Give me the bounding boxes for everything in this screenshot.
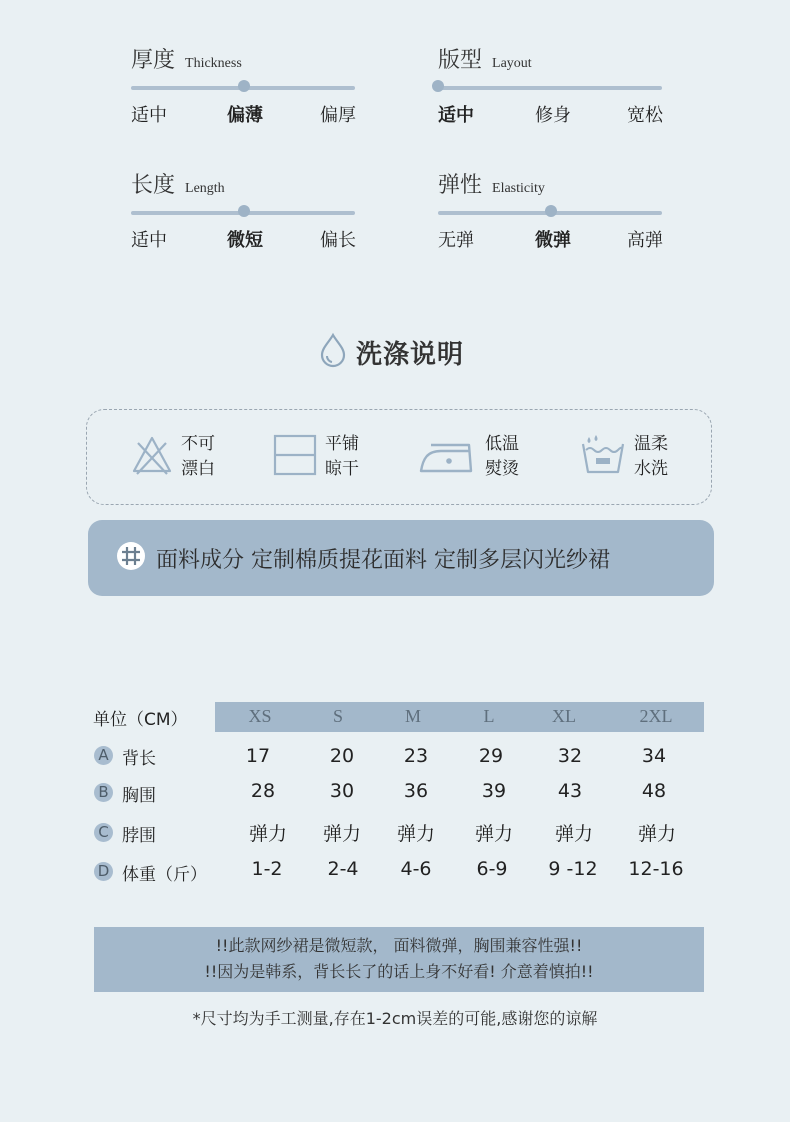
table-cell: 6-9	[476, 858, 508, 880]
table-cell: 2-4	[327, 858, 359, 880]
size-header-cell: S	[332, 706, 344, 726]
care-item-warm-wash	[580, 432, 668, 482]
attribute-option-1: 微短	[227, 230, 263, 251]
grid-icon	[116, 541, 146, 575]
care-instructions-box	[86, 409, 712, 505]
attribute-option-1: 微弹	[535, 230, 571, 251]
attribute-title-cn: 厚度	[131, 48, 176, 73]
table-cell: 弹力	[637, 823, 677, 845]
care-label	[325, 432, 359, 482]
row-label: 背长	[122, 749, 156, 769]
attribute-knob	[238, 205, 250, 217]
table-cell: 32	[557, 745, 583, 767]
size-header-cell: M	[404, 706, 422, 726]
table-cell: 30	[329, 780, 355, 802]
table-cell: 43	[557, 780, 583, 802]
attribute-title-cn: 长度	[131, 173, 176, 198]
low-iron-icon	[419, 435, 477, 479]
size-header-cell: L	[483, 706, 495, 726]
attribute-knob	[432, 80, 444, 92]
attribute-option-2: 宽松	[627, 105, 663, 126]
size-unit-label: 单位（CM）	[93, 710, 188, 730]
care-item-dry-flat	[273, 432, 359, 482]
attribute-option-0: 无弹	[438, 230, 474, 251]
table-cell: 弹力	[248, 823, 288, 845]
warm-wash-icon	[580, 434, 626, 480]
row-label: 体重（斤）	[122, 865, 207, 885]
attribute-track	[438, 86, 662, 90]
care-label-line1: 温柔	[634, 434, 668, 454]
attribute-title-en: Layout	[492, 56, 532, 71]
note-line-1: !!此款网纱裙是微短款， 面料微弹，胸围兼容性强!!	[215, 936, 583, 955]
attribute-title	[438, 168, 545, 199]
care-label-line2: 水洗	[634, 459, 668, 479]
attribute-title	[438, 43, 532, 74]
care-label	[181, 432, 215, 482]
table-cell: 弹力	[554, 823, 594, 845]
size-header-cell: 2XL	[639, 706, 673, 726]
attribute-title-en: Elasticity	[492, 181, 545, 196]
measurement-footnote: *尺寸均为手工测量,存在1-2cm误差的可能,感谢您的谅解	[192, 1009, 598, 1028]
row-marker: B	[94, 783, 113, 802]
table-cell: 12-16	[628, 858, 684, 880]
table-cell: 28	[250, 780, 276, 802]
care-label-line2: 熨烫	[485, 459, 519, 479]
dry-flat-icon	[273, 434, 317, 480]
attribute-title-cn: 版型	[438, 48, 483, 73]
attribute-title	[131, 43, 242, 74]
attribute-option-1: 偏薄	[227, 105, 263, 126]
attribute-option-2: 偏厚	[320, 105, 356, 126]
water-drop-icon	[318, 332, 348, 372]
care-label-line2: 晾干	[325, 459, 359, 479]
table-cell: 1-2	[251, 858, 283, 880]
attribute-option-2: 高弹	[627, 230, 663, 251]
table-cell: 36	[403, 780, 429, 802]
attribute-thickness	[131, 43, 361, 133]
table-cell: 34	[641, 745, 667, 767]
attribute-length	[131, 168, 361, 258]
attribute-knob	[238, 80, 250, 92]
attribute-option-0: 适中	[131, 230, 167, 251]
table-cell: 9 -12	[548, 858, 598, 880]
attribute-option-0: 适中	[438, 105, 474, 126]
attribute-option-2: 偏长	[320, 230, 356, 251]
attribute-title	[131, 168, 225, 199]
table-cell: 4-6	[400, 858, 432, 880]
care-item-no-bleach	[131, 432, 215, 482]
attribute-knob	[545, 205, 557, 217]
care-label-line2: 漂白	[181, 459, 215, 479]
note-line-2: !!因为是韩系，背长长了的话上身不好看! 介意着慎拍!!	[204, 962, 594, 981]
table-cell: 弹力	[474, 823, 514, 845]
fabric-composition-text: 面料成分 定制棉质提花面料 定制多层闪光纱裙	[156, 547, 610, 573]
attribute-elasticity	[438, 168, 668, 258]
row-label: 胸围	[122, 786, 156, 806]
row-marker: C	[94, 823, 113, 842]
table-cell: 20	[329, 745, 355, 767]
row-marker: A	[94, 746, 113, 765]
no-bleach-icon	[131, 434, 173, 480]
table-cell: 39	[481, 780, 507, 802]
attribute-option-1: 修身	[535, 105, 571, 126]
attribute-title-cn: 弹性	[438, 173, 483, 198]
row-marker: D	[94, 862, 113, 881]
table-cell: 48	[641, 780, 667, 802]
care-label	[485, 432, 519, 482]
size-header-cell: XS	[248, 706, 272, 726]
table-cell: 29	[478, 745, 504, 767]
washing-heading-text: 洗涤说明	[356, 339, 465, 370]
table-cell: 17	[245, 745, 271, 767]
size-header	[215, 702, 704, 732]
size-header-cell: XL	[552, 706, 576, 726]
attribute-option-0: 适中	[131, 105, 167, 126]
table-cell: 弹力	[322, 823, 362, 845]
care-item-low-iron	[419, 432, 519, 482]
attribute-layout	[438, 43, 668, 133]
attribute-title-en: Length	[185, 181, 225, 196]
row-label: 脖围	[122, 826, 156, 846]
attribute-title-en: Thickness	[185, 56, 242, 71]
fabric-composition-bar	[88, 520, 714, 596]
care-label-line1: 平铺	[325, 434, 359, 454]
table-cell: 弹力	[396, 823, 436, 845]
notes-box	[94, 927, 704, 992]
care-label	[634, 432, 668, 482]
care-label-line1: 低温	[485, 434, 519, 454]
washing-heading	[318, 332, 464, 372]
table-cell: 23	[403, 745, 429, 767]
care-label-line1: 不可	[181, 434, 215, 454]
